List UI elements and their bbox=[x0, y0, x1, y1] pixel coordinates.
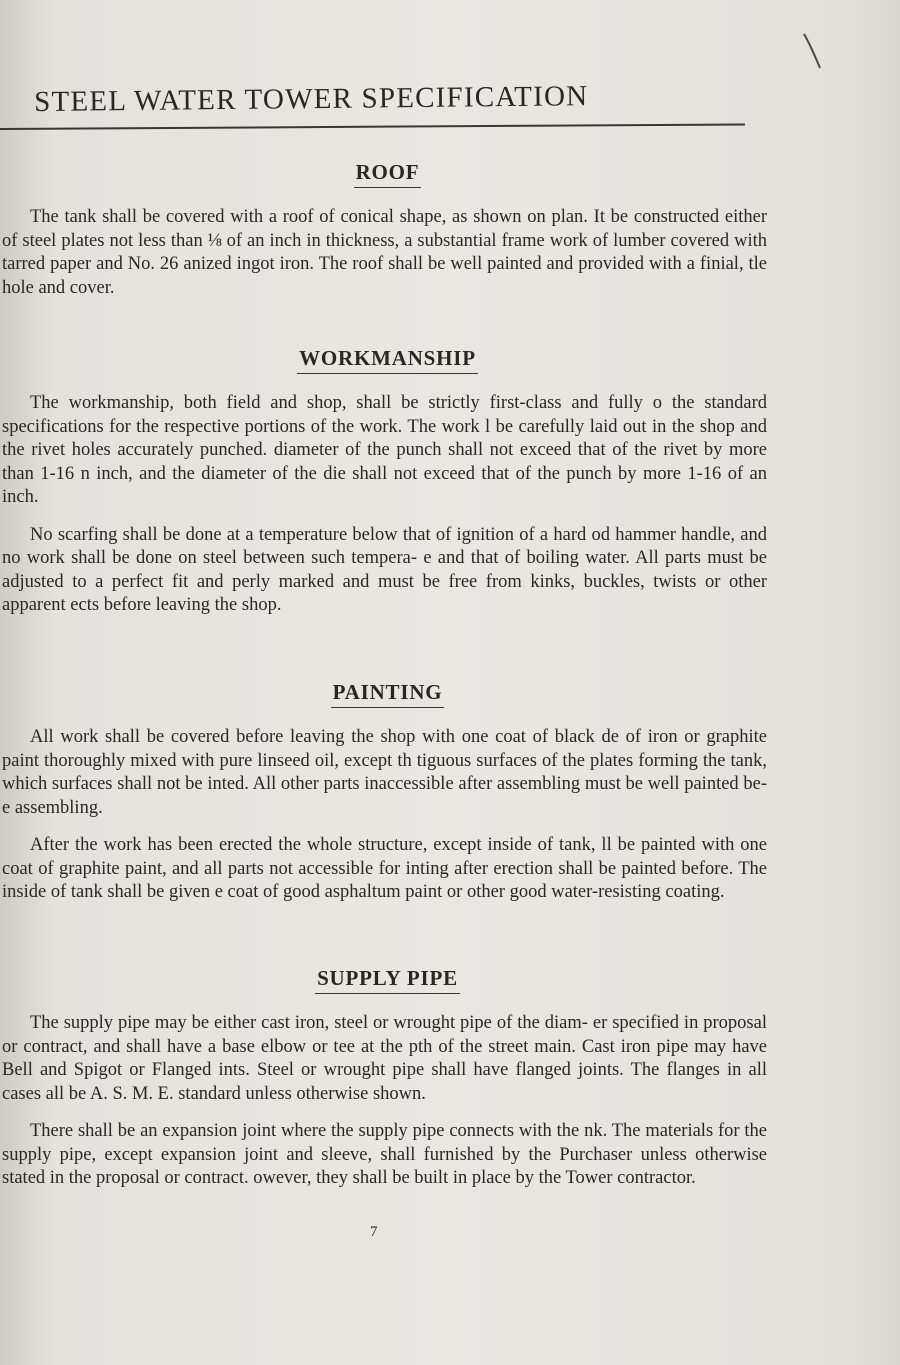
paragraph: All work shall be covered before leaving the shop with one coat of black de of iron or graphite paint thoroughly mixed with pure linseed oil, except th tiguous surfaces of the plates forming the tank, which surfaces shall not be inted. All other parts inaccessible after assembling must be well painted be- e assembling. bbox=[2, 727, 767, 818]
section-heading-text: ROOF bbox=[354, 160, 422, 188]
page-number: 7 bbox=[370, 1224, 378, 1240]
section-supply-pipe bbox=[0, 966, 775, 1191]
section-heading-text: PAINTING bbox=[331, 680, 445, 708]
page-title: STEEL WATER TOWER SPECIFICATION bbox=[34, 80, 589, 118]
paragraph: There shall be an expansion joint where the supply pipe connects with the nk. The materials for the supply pipe, except expansion joint and sleeve, shall furnished by the Purchaser unless otherwise stated in the proposal or contract. owever, they shall be built in place by the Tower contractor. bbox=[2, 1121, 767, 1188]
section-painting bbox=[0, 680, 775, 905]
section-heading bbox=[0, 160, 775, 188]
paragraph: After the work has been erected the whole structure, except inside of tank, ll be painted with one coat of graphite paint, and all parts not accessible for inting after erection shall be painted before. The inside of tank shall be given e coat of good asphaltum paint or other good water-resisting coating. bbox=[2, 835, 767, 902]
paper-crease-mark bbox=[800, 32, 824, 72]
paragraph: The supply pipe may be either cast iron, steel or wrought pipe of the diam- er specified in proposal or contract, and shall have a base elbow or tee at the pth of the street main. Cast iron pipe may have Bell and Spigot or Flanged ints. Steel or wrought pipe shall have flanged joints. The flanges in all cases all be A. S. M. E. standard unless otherwise shown. bbox=[2, 1013, 767, 1104]
paragraph: The tank shall be covered with a roof of conical shape, as shown on plan. It be constructed either of steel plates not less than ⅛ of an inch in thickness, a substantial frame work of lumber covered with tarred paper and No. 26 anized ingot iron. The roof shall be well painted and provided with a finial, tle hole and cover. bbox=[2, 207, 767, 298]
paragraph: No scarfing shall be done at a temperature below that of ignition of a hard od hammer handle, and no work shall be done on steel between such tempera- e and that of boiling water. All parts must be adjusted to a perfect fit and perly marked and must be free from kinks, buckles, twists or other apparent ects before leaving the shop. bbox=[2, 524, 767, 615]
section-heading-text: WORKMANSHIP bbox=[297, 346, 478, 374]
paragraph: The workmanship, both field and shop, shall be strictly first-class and fully o the standard specifications for the respective portions of the work. The work l be carefully laid out in the shop and the rivet holes accurately punched. diameter of the punch shall not exceed that of the rivet by more than 1-16 n inch, and the diameter of the die shall not exceed that of the punch by more 1-16 of an inch. bbox=[2, 393, 767, 507]
section-heading bbox=[0, 346, 775, 374]
section-roof bbox=[0, 160, 775, 300]
title-rule bbox=[0, 123, 745, 130]
section-heading bbox=[0, 966, 775, 994]
section-heading-text: SUPPLY PIPE bbox=[315, 966, 460, 994]
section-heading bbox=[0, 680, 775, 708]
section-workmanship bbox=[0, 346, 775, 618]
